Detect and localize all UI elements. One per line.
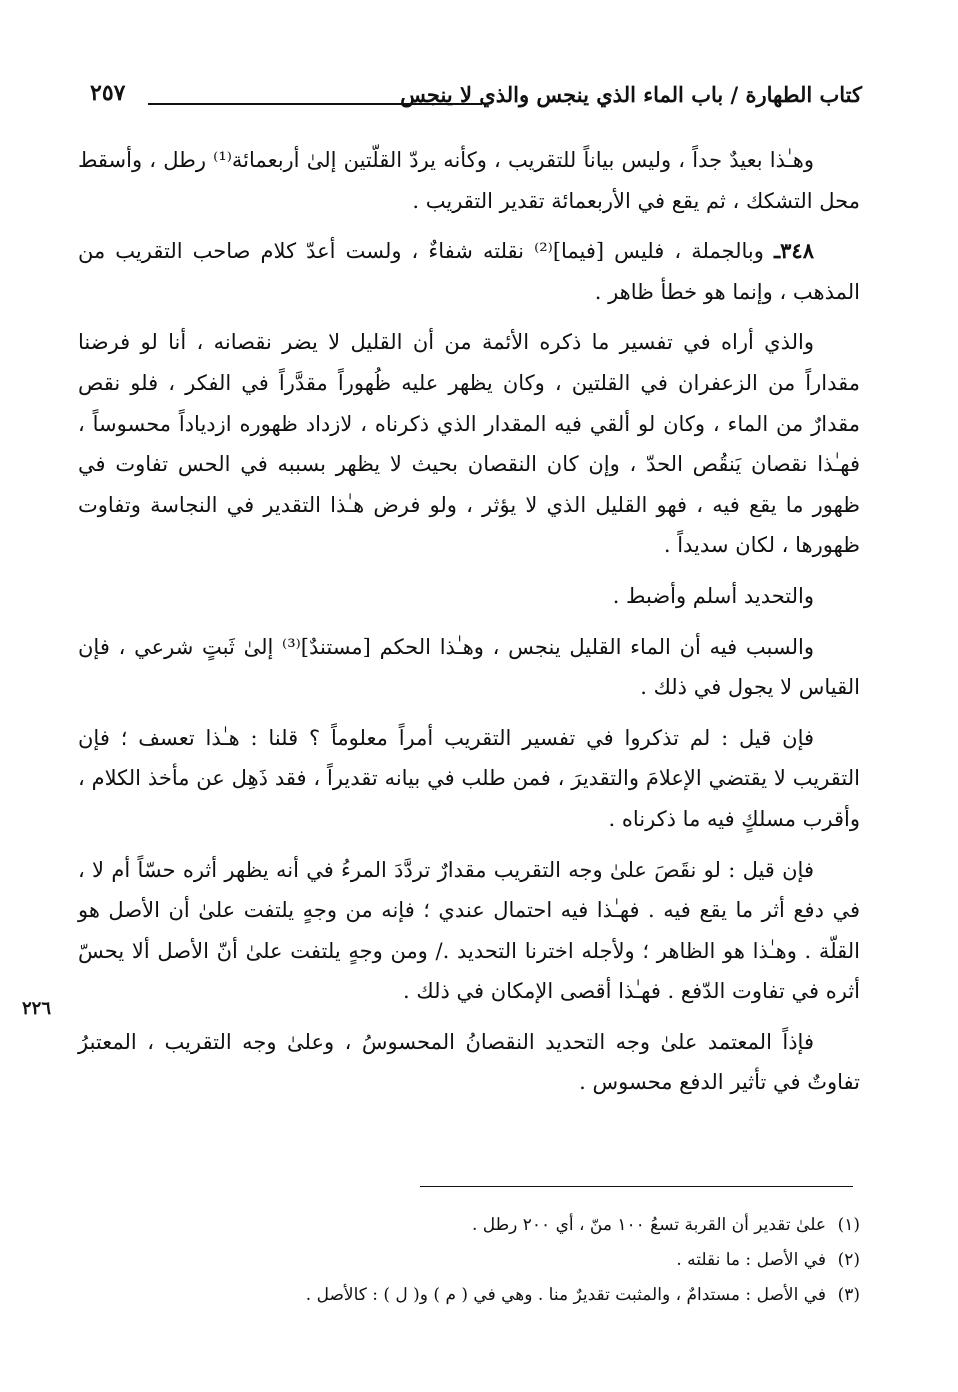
paragraph [78, 140, 860, 221]
header-title: كتاب الطهارة / باب الماء الذي ينجس والذي لا ينجس [400, 82, 862, 107]
paragraph [78, 627, 860, 708]
paragraph-text: فإن قيل : لو نقَصَ علىٰ وجه التقريب مقدارٌ تردَّدَ المرءُ في أنه يظهر أثره حسّاً أم لا ، في دفع أثر ما يقع فيه . فهـٰذا فيه احتمال عندي ؛ فإنه من وجهٍ يلتفت علىٰ أن الأصل هو القلّة . وهـٰذا هو الظاهر ؛ ولأجله اخترنا التحديد ./ ومن وجهٍ يلتفت علىٰ أنّ الأصل ألا يحسّ أثره في تفاوت الدّفع . فهـٰذا أقصى الإمكان في ذلك . [78, 857, 861, 1004]
footnote-text: علىٰ تقدير أن القربة تسعُ ١٠٠ منّ ، أي ٢٠٠ رطل . [471, 1215, 826, 1235]
margin-folio-note: ٢٢٦ [22, 998, 52, 1019]
paragraph-text: وبالجملة ، فليس [فيما]⁽²⁾ نقلته شفاءٌ ، ولست أعدّ كلام صاحب التقريب من المذهب ، وإنما هو خطأ ظاهر . [78, 239, 860, 304]
main-text [78, 140, 860, 1113]
footnotes [160, 1208, 860, 1313]
footnote-number: (١) [837, 1215, 860, 1235]
paragraph [78, 850, 860, 1012]
paragraph [78, 1022, 860, 1103]
paragraph-text: والتحديد أسلم وأضبط . [612, 583, 814, 608]
paragraph-text: والذي أراه في تفسير ما ذكره الأئمة من أن القليل لا يضر نقصانه ، أنا لو فرضنا مقداراً من الزعفران في القلتين ، وكان يظهر عليه ظُهوراً مقدَّراً في الفكر ، فلو نقص مقدارٌ من الماء ، وكان لو ألقي فيه المقدار الذي ذكرناه ، لازداد ظهوره ازدياداً محسوساً ، فهـٰذا نقصان يَنقُص الحدّ ، وإن كان النقصان بحيث لا يظهر بسببه في الحس تفاوت في ظهور ما يقع فيه ، فهو القليل الذي لا يؤثر ، ولو فرض هـٰذا التقدير في النجاسة وتفاوت ظهورها ، لكان سديداً . [78, 330, 860, 558]
paragraph-text: فإن قيل : لم تذكروا في تفسير التقريب أمراً معلوماً ؟ قلنا : هـٰذا تعسف ؛ فإن التقريب لا يقتضي الإعلامَ والتقديرَ ، فمن طلب في بيانه تقديراً ، فقد ذَهِل عن مأخذ الكلام ، وأقرب مسلكٍ فيه ما ذكرناه . [78, 725, 860, 831]
paragraph-text: فإذاً المعتمد علىٰ وجه التحديد النقصانُ المحسوسُ ، وعلىٰ وجه التقريب ، المعتبرُ تفاوتٌ في تأثير الدفع محسوس . [78, 1029, 860, 1095]
footnote-rule [420, 1186, 853, 1187]
paragraph-number: ٣٤٨ـ [773, 238, 814, 264]
paragraph [78, 576, 860, 617]
footnote [160, 1208, 860, 1243]
footnote-text: في الأصل : ما نقلته . [676, 1250, 826, 1270]
footnote [160, 1243, 860, 1278]
footnote-number: (٣) [837, 1285, 860, 1305]
page-number: ٢٥٧ [90, 80, 126, 106]
paragraph-text: وهـٰذا بعيدٌ جداً ، وليس بياناً للتقريب ، وكأنه يردّ القلّتين إلىٰ أربعمائة⁽¹⁾ رطل ، وأسقط محل التشكك ، ثم يقع في الأربعمائة تقدير التقريب . [78, 148, 860, 213]
running-header [90, 82, 862, 122]
footnote-number: (٢) [837, 1250, 860, 1270]
header-rule [148, 103, 482, 105]
paragraph [78, 322, 860, 566]
footnote [160, 1278, 860, 1313]
paragraph-text: والسبب فيه أن الماء القليل ينجس ، وهـٰذا الحكم [مستندٌ]⁽³⁾ إلىٰ ثَبتٍ شرعي ، فإن القياس لا يجول في ذلك . [78, 634, 860, 700]
footnote-text: في الأصل : مستدامٌ ، والمثبت تقديرٌ منا . وهي في ( م ) و( ل ) : كالأصل . [305, 1285, 826, 1305]
paragraph [78, 718, 860, 840]
paragraph [78, 231, 860, 312]
